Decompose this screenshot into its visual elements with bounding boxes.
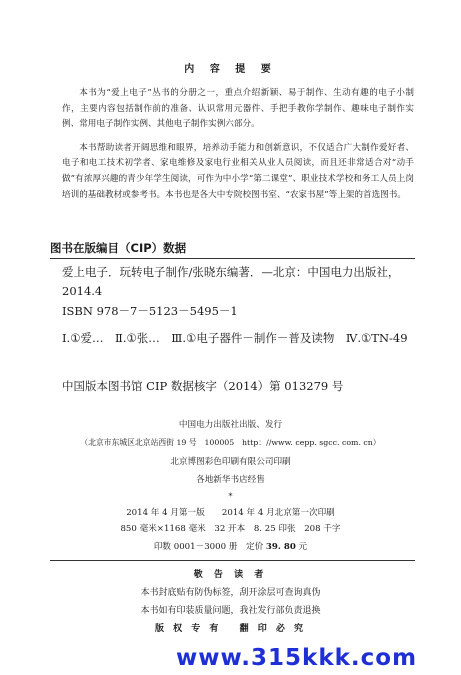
- watermark-url: www.315kkk.com: [176, 645, 418, 671]
- printer-line: 北京博图彩色印刷有限公司印刷: [170, 457, 291, 467]
- separator-star: *: [228, 492, 233, 501]
- price-unit: 元: [295, 542, 308, 552]
- cip-record-number: 中国版本图书馆 CIP 数据核字（2014）第 013279 号: [62, 379, 344, 393]
- notice-line-1: 本书封底贴有防伪标签，刮开涂层可查询真伪: [140, 588, 321, 598]
- cip-isbn: ISBN 978－7－5123－5495－1: [62, 304, 238, 318]
- summary-title: 内 容 提 要: [184, 64, 277, 75]
- copyright-notice: 版 权 专 有 翻 印 必 究: [155, 624, 306, 634]
- cip-classification: Ⅰ.①爱… Ⅱ.①张… Ⅲ.①电子器件－制作－普及读物 Ⅳ.①TN-49: [62, 331, 408, 345]
- summary-paragraph-2: 本书帮助读者开阔思维和眼界，培养动手能力和创新意识，不仅适合广大制作爱好者、电子和电工技术初学者、家电维修及家电行业相关从业人员阅读，而且还非常适合对“动手做”有浓厚兴趣的青少年学生阅读，可作为中小学“第二课堂”、职业技术学校和务工人员上岗培训的基础教材或参考书。本书也是各大中专院校图书室、“农家书屋”等上架的首选图书。: [62, 142, 414, 200]
- summary-text: [62, 86, 414, 211]
- publisher-line: 中国电力出版社出版、发行: [178, 420, 283, 430]
- summary-paragraph-1: 本书为“爱上电子”丛书的分册之一，重点介绍新颖、易于制作、生动有趣的电子小制作，主要内容包括制作前的准备、认识常用元器件、手把手教你学制作、趣味电子制作实例、常用电子制作实例、其他电子制作实例六部分。: [62, 88, 414, 130]
- cip-title: 图书在版编目（CIP）数据: [50, 241, 187, 255]
- price-value: 39. 80: [265, 542, 296, 552]
- notice-divider: [50, 560, 415, 561]
- format-line: 850 毫米×1168 毫米 32 开本 8. 25 印张 208 千字: [120, 524, 341, 534]
- distributor-line: 各地新华书店经售: [196, 475, 265, 485]
- print-run: 印数 0001－3000 册 定价: [153, 542, 266, 552]
- notice-title: 敬 告 读 者: [193, 570, 268, 580]
- price-line: [0, 540, 461, 552]
- publisher-address: （北京市东城区北京站西街 19 号 100005 http：//www. cepp. sgcc. com. cn）: [80, 438, 381, 447]
- edition-line: 2014 年 4 月第一版 2014 年 4 月北京第一次印刷: [126, 508, 335, 518]
- cip-line-1: 爱上电子．玩转电子制作/张晓东编著．—北京：中国电力出版社，2014.4: [62, 265, 400, 298]
- cip-divider: [50, 258, 415, 259]
- notice-line-2: 本书如有印装质量问题，我社发行部负责退换: [140, 606, 321, 616]
